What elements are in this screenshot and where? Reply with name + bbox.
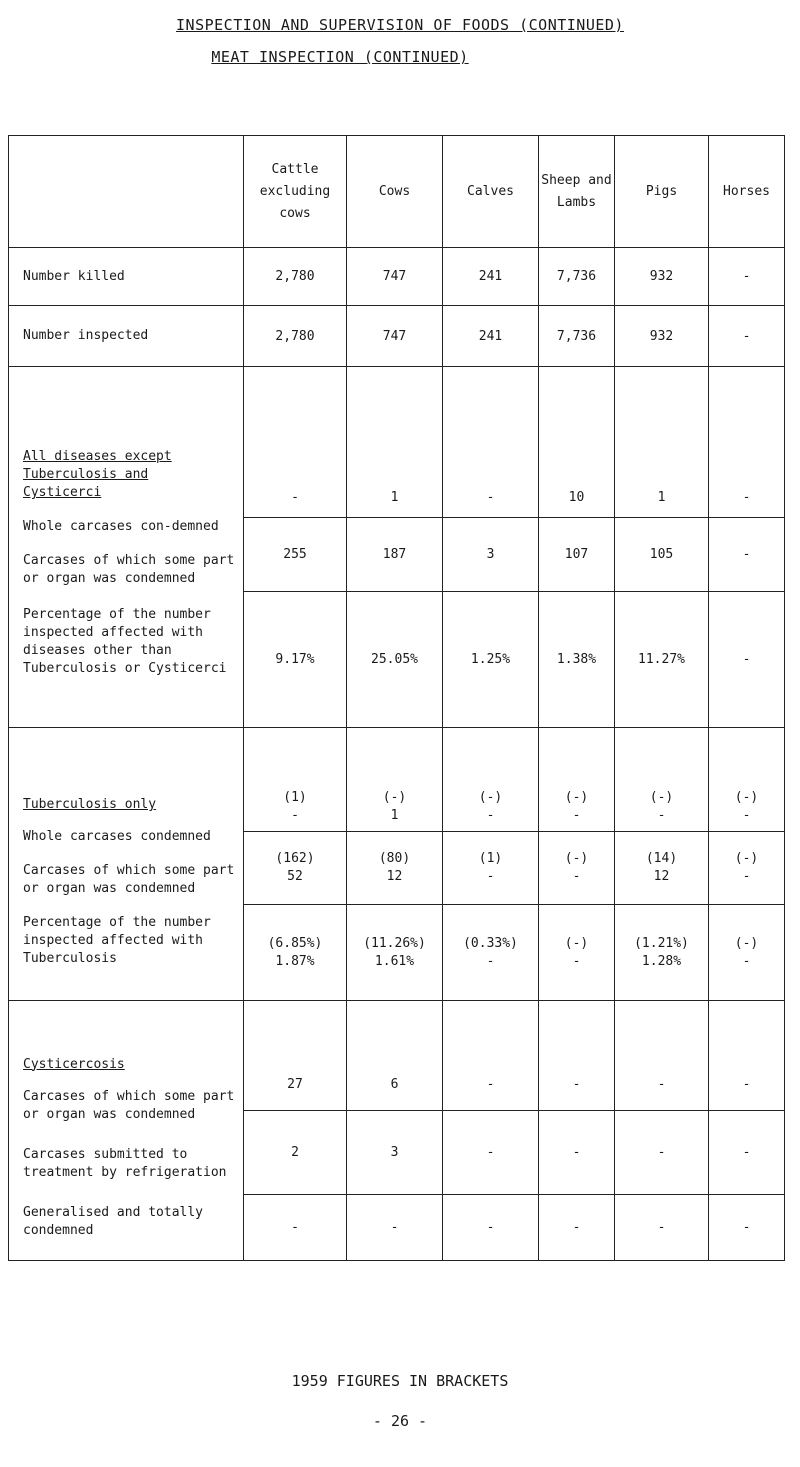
cell: 6 [347, 1001, 443, 1111]
cell: (1) - [244, 728, 347, 832]
cell: - [443, 1195, 539, 1261]
cell: - [539, 1111, 615, 1195]
cell: 3 [443, 518, 539, 592]
cell: - [709, 248, 785, 306]
cell: - [347, 1195, 443, 1261]
col-header: Pigs [615, 136, 709, 248]
cell: - [443, 1111, 539, 1195]
cell: 1 [347, 367, 443, 518]
table-row [9, 248, 785, 306]
sub-label: Generalised and totally condemned [23, 1204, 204, 1238]
cell: (11.26%) 1.61% [347, 905, 443, 1001]
cell: - [709, 1195, 785, 1261]
cell: 27 [244, 1001, 347, 1111]
cell: 25.05% [347, 592, 443, 728]
cell: 3 [347, 1111, 443, 1195]
sub-label: Percentage of the number inspected affected with Tuberculosis [23, 915, 211, 966]
cell: (80) 12 [347, 832, 443, 905]
cell: - [615, 1195, 709, 1261]
cell: (-) - [709, 728, 785, 832]
cell: (162) 52 [244, 832, 347, 905]
cell: - [443, 367, 539, 518]
tuberculosis-labels [9, 728, 244, 1001]
cell: - [709, 367, 785, 518]
cell: - [539, 1195, 615, 1261]
cell: 2,780 [244, 248, 347, 306]
cell: 11.27% [615, 592, 709, 728]
cell: (-) - [709, 905, 785, 1001]
col-header: Cattle excluding cows [244, 136, 347, 248]
sub-label: Carcases submitted to treatment by refrigeration [23, 1146, 227, 1180]
cell: - [709, 592, 785, 728]
cell: 255 [244, 518, 347, 592]
cell: 1.25% [443, 592, 539, 728]
cysticercosis-labels [9, 1001, 244, 1261]
cell: - [443, 1001, 539, 1111]
cell: 10 [539, 367, 615, 518]
cell: 2,780 [244, 306, 347, 367]
page-number: - 26 - [372, 1412, 428, 1430]
sub-label: Whole carcases condemned [23, 829, 211, 844]
section-title: Cysticerci [23, 485, 102, 500]
table-row [9, 1001, 785, 1111]
cell: 932 [615, 306, 709, 367]
table-row [9, 306, 785, 367]
cell: - [709, 518, 785, 592]
row-label: Number inspected [9, 306, 244, 367]
cell: 7,736 [539, 248, 615, 306]
cell: (-) - [539, 905, 615, 1001]
col-header: Calves [443, 136, 539, 248]
cell: 932 [615, 248, 709, 306]
cell: 1 [615, 367, 709, 518]
cell: (1.21%) 1.28% [615, 905, 709, 1001]
cell: 107 [539, 518, 615, 592]
cell: (-) - [615, 728, 709, 832]
cell: (14) 12 [615, 832, 709, 905]
all-diseases-labels [9, 367, 244, 728]
sub-label: Carcases of which some part or organ was condemned [23, 553, 235, 586]
section-title: Cysticercosis [23, 1056, 125, 1072]
col-header: Sheep and Lambs [539, 136, 615, 248]
cell: 187 [347, 518, 443, 592]
col-header: Cows [347, 136, 443, 248]
col-header: Horses [709, 136, 785, 248]
cell: 7,736 [539, 306, 615, 367]
cell: 241 [443, 248, 539, 306]
row-label: Number killed [9, 248, 244, 306]
cell: - [244, 367, 347, 518]
table-row [9, 367, 785, 518]
sub-label: Percentage of the number inspected affected with diseases other than Tuberculosis or Cysticerci [23, 607, 227, 676]
footer-note: 1959 FIGURES IN BRACKETS [291, 1372, 509, 1390]
cell: (-) 1 [347, 728, 443, 832]
cell: - [709, 306, 785, 367]
table-row [9, 728, 785, 832]
cell: - [615, 1001, 709, 1111]
sub-label: Carcases of which some part or organ was condemned [23, 863, 235, 896]
sub-label: Whole carcases con-demned [23, 519, 219, 534]
sub-label: Carcases of which some part or organ was condemned [23, 1088, 235, 1122]
cell: (-) - [539, 832, 615, 905]
section-title: All diseases except [23, 449, 172, 464]
cell: 747 [347, 248, 443, 306]
cell: 241 [443, 306, 539, 367]
cell: - [615, 1111, 709, 1195]
cell: - [709, 1111, 785, 1195]
cell: - [244, 1195, 347, 1261]
cell: (1) - [443, 832, 539, 905]
header-blank [9, 136, 244, 248]
cell: 105 [615, 518, 709, 592]
cell: 9.17% [244, 592, 347, 728]
cell: 1.38% [539, 592, 615, 728]
cell: (-) - [709, 832, 785, 905]
cell: (-) - [539, 728, 615, 832]
cell: - [709, 1001, 785, 1111]
page-subheading: MEAT INSPECTION (CONTINUED) [211, 48, 469, 66]
cell: 2 [244, 1111, 347, 1195]
meat-inspection-table [8, 135, 785, 1261]
section-title: Tuberculosis only [23, 797, 157, 812]
page-heading: INSPECTION AND SUPERVISION OF FOODS (CONTINUED) [176, 16, 624, 34]
section-title: Tuberculosis and [23, 467, 149, 482]
cell: (0.33%) - [443, 905, 539, 1001]
cell: - [539, 1001, 615, 1111]
header-row [9, 136, 785, 248]
cell: 747 [347, 306, 443, 367]
cell: (-) - [443, 728, 539, 832]
cell: (6.85%) 1.87% [244, 905, 347, 1001]
